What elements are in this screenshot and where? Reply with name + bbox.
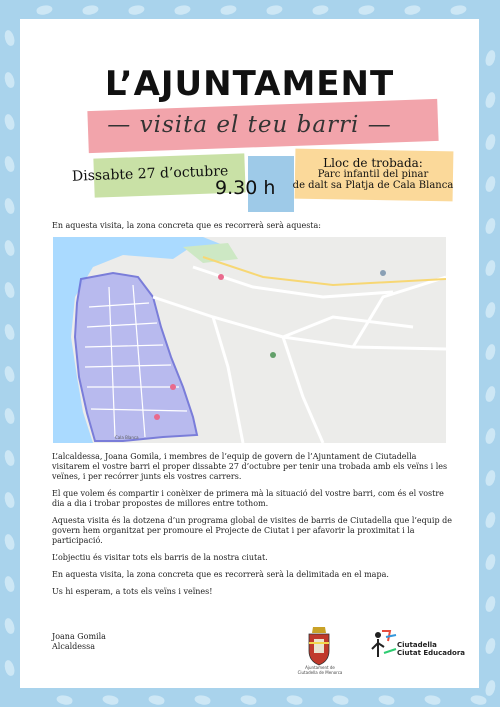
footprint-icon (82, 4, 99, 16)
footprint-icon (3, 281, 16, 299)
meeting-place-line-1: Parc infantil del pinar (317, 169, 429, 180)
footprint-icon (3, 29, 16, 47)
footprint-icon (194, 694, 211, 706)
signature (52, 632, 106, 652)
footprint-icon (286, 694, 303, 706)
paragraph: Us hi esperam, a tots els veïns i veïnes! (52, 587, 213, 596)
ajuntament-caption-line-1: Ajuntament de (305, 665, 335, 670)
footprint-icon (378, 694, 395, 706)
footprint-icon (3, 575, 16, 593)
footprint-icon (332, 694, 349, 706)
ciutat-educadora-line-1: Ciutadella (397, 641, 437, 649)
footprint-icon (484, 427, 497, 445)
paragraph: L’objectiu és visitar tots els barris de la nostra ciutat. (52, 553, 268, 562)
paragraph: L’alcaldessa, Joana Gomila, i membres de l’equip de govern de l’Ajuntament de Ciutadella visitarem el vostre barri el proper dissabte 27 d’octubre per tenir una trobada amb els veïns i les veïnes, i per recórrer junts els vostres carrers. (52, 452, 448, 481)
footprint-icon (220, 4, 237, 16)
map-poi-marker (154, 414, 160, 420)
footprint-icon (484, 595, 497, 613)
footprint-icon (484, 175, 497, 193)
footprint-icon (3, 407, 16, 425)
footprint-icon (358, 4, 375, 16)
footprint-icon (484, 343, 497, 361)
meeting-place (278, 158, 468, 191)
footprint-icon (484, 133, 497, 151)
ajuntament-crest-icon (304, 623, 334, 667)
ciutat-educadora-line-2: Ciutat Educadora (397, 649, 466, 657)
poster (20, 19, 479, 688)
intro-text: En aquesta visita, la zona concreta que es recorrerà serà aquesta: (52, 221, 321, 230)
footprint-icon (484, 679, 497, 697)
footprint-icon (266, 4, 283, 16)
footprint-icon (128, 4, 145, 16)
footprint-icon (3, 71, 16, 89)
footprint-icon (56, 694, 73, 706)
map-poi-marker (170, 384, 176, 390)
footprint-icon (3, 155, 16, 173)
footprint-icon (484, 217, 497, 235)
map-poi-marker (218, 274, 224, 280)
footprint-icon (3, 239, 16, 257)
footprint-icon (484, 49, 497, 67)
event-time: 9.30 h (215, 177, 276, 199)
footprint-icon (450, 4, 467, 16)
ciutat-educadora-text (397, 641, 465, 657)
footprint-icon (484, 91, 497, 109)
footprint-icon (424, 694, 441, 706)
footprint-icon (484, 637, 497, 655)
footprint-icon (312, 4, 329, 16)
paragraph: En aquesta visita, la zona concreta que es recorrerà serà la delimitada en el mapa. (52, 570, 389, 579)
footprint-icon (3, 449, 16, 467)
map-poi-marker (380, 270, 386, 276)
footprint-icon (102, 694, 119, 706)
meeting-place-line-2: de dalt sa Platja de Cala Blanca (292, 180, 454, 191)
footprint-icon (174, 4, 191, 16)
map-graphic (53, 237, 446, 443)
area-map (53, 237, 446, 443)
signature-name: Joana Gomila (52, 632, 106, 641)
ajuntament-caption (294, 665, 346, 675)
footprint-icon (3, 365, 16, 383)
footprint-icon (484, 385, 497, 403)
footprint-icon (3, 113, 16, 131)
event-date: Dissabte 27 d’octubre (71, 163, 229, 185)
footprint-icon (3, 617, 16, 635)
footprint-icon (36, 4, 53, 16)
poster-title: L’AJUNTAMENT (104, 64, 395, 104)
footprint-icon (404, 4, 421, 16)
meeting-place-label: Lloc de trobada: (323, 156, 423, 170)
body-text (52, 452, 452, 604)
map-label-cala-blanca: Cala Blanca (115, 435, 139, 440)
footprint-icon (484, 553, 497, 571)
map-poi-marker (270, 352, 276, 358)
footprint-icon (148, 694, 165, 706)
footprint-icon (240, 694, 257, 706)
ajuntament-caption-line-2: Ciutadella de Menorca (297, 670, 343, 675)
ciutat-educadora-logo-icon (370, 627, 400, 665)
footprint-icon (3, 197, 16, 215)
paragraph: El que volem és compartir i conèixer de primera mà la situació del vostre barri, com és el vostre dia a dia i trobar propostes de millores entre tothom. (52, 489, 444, 508)
footprint-icon (3, 323, 16, 341)
signature-role: Alcaldessa (52, 642, 95, 651)
footprint-icon (470, 694, 487, 706)
footprint-icon (484, 511, 497, 529)
paragraph: Aquesta visita és la dotzena d’un programa global de visites de barris de Ciutadella que l’equip de govern hem organitzat per promoure el Projecte de Ciutat i per afavorir la proximitat i la participació. (52, 516, 453, 545)
footprint-icon (484, 469, 497, 487)
footprint-icon (3, 491, 16, 509)
footprint-icon (484, 259, 497, 277)
poster-subtitle: — visita el teu barri — (107, 112, 392, 138)
footprint-icon (3, 659, 16, 677)
footprint-icon (484, 301, 497, 319)
footprint-icon (3, 533, 16, 551)
